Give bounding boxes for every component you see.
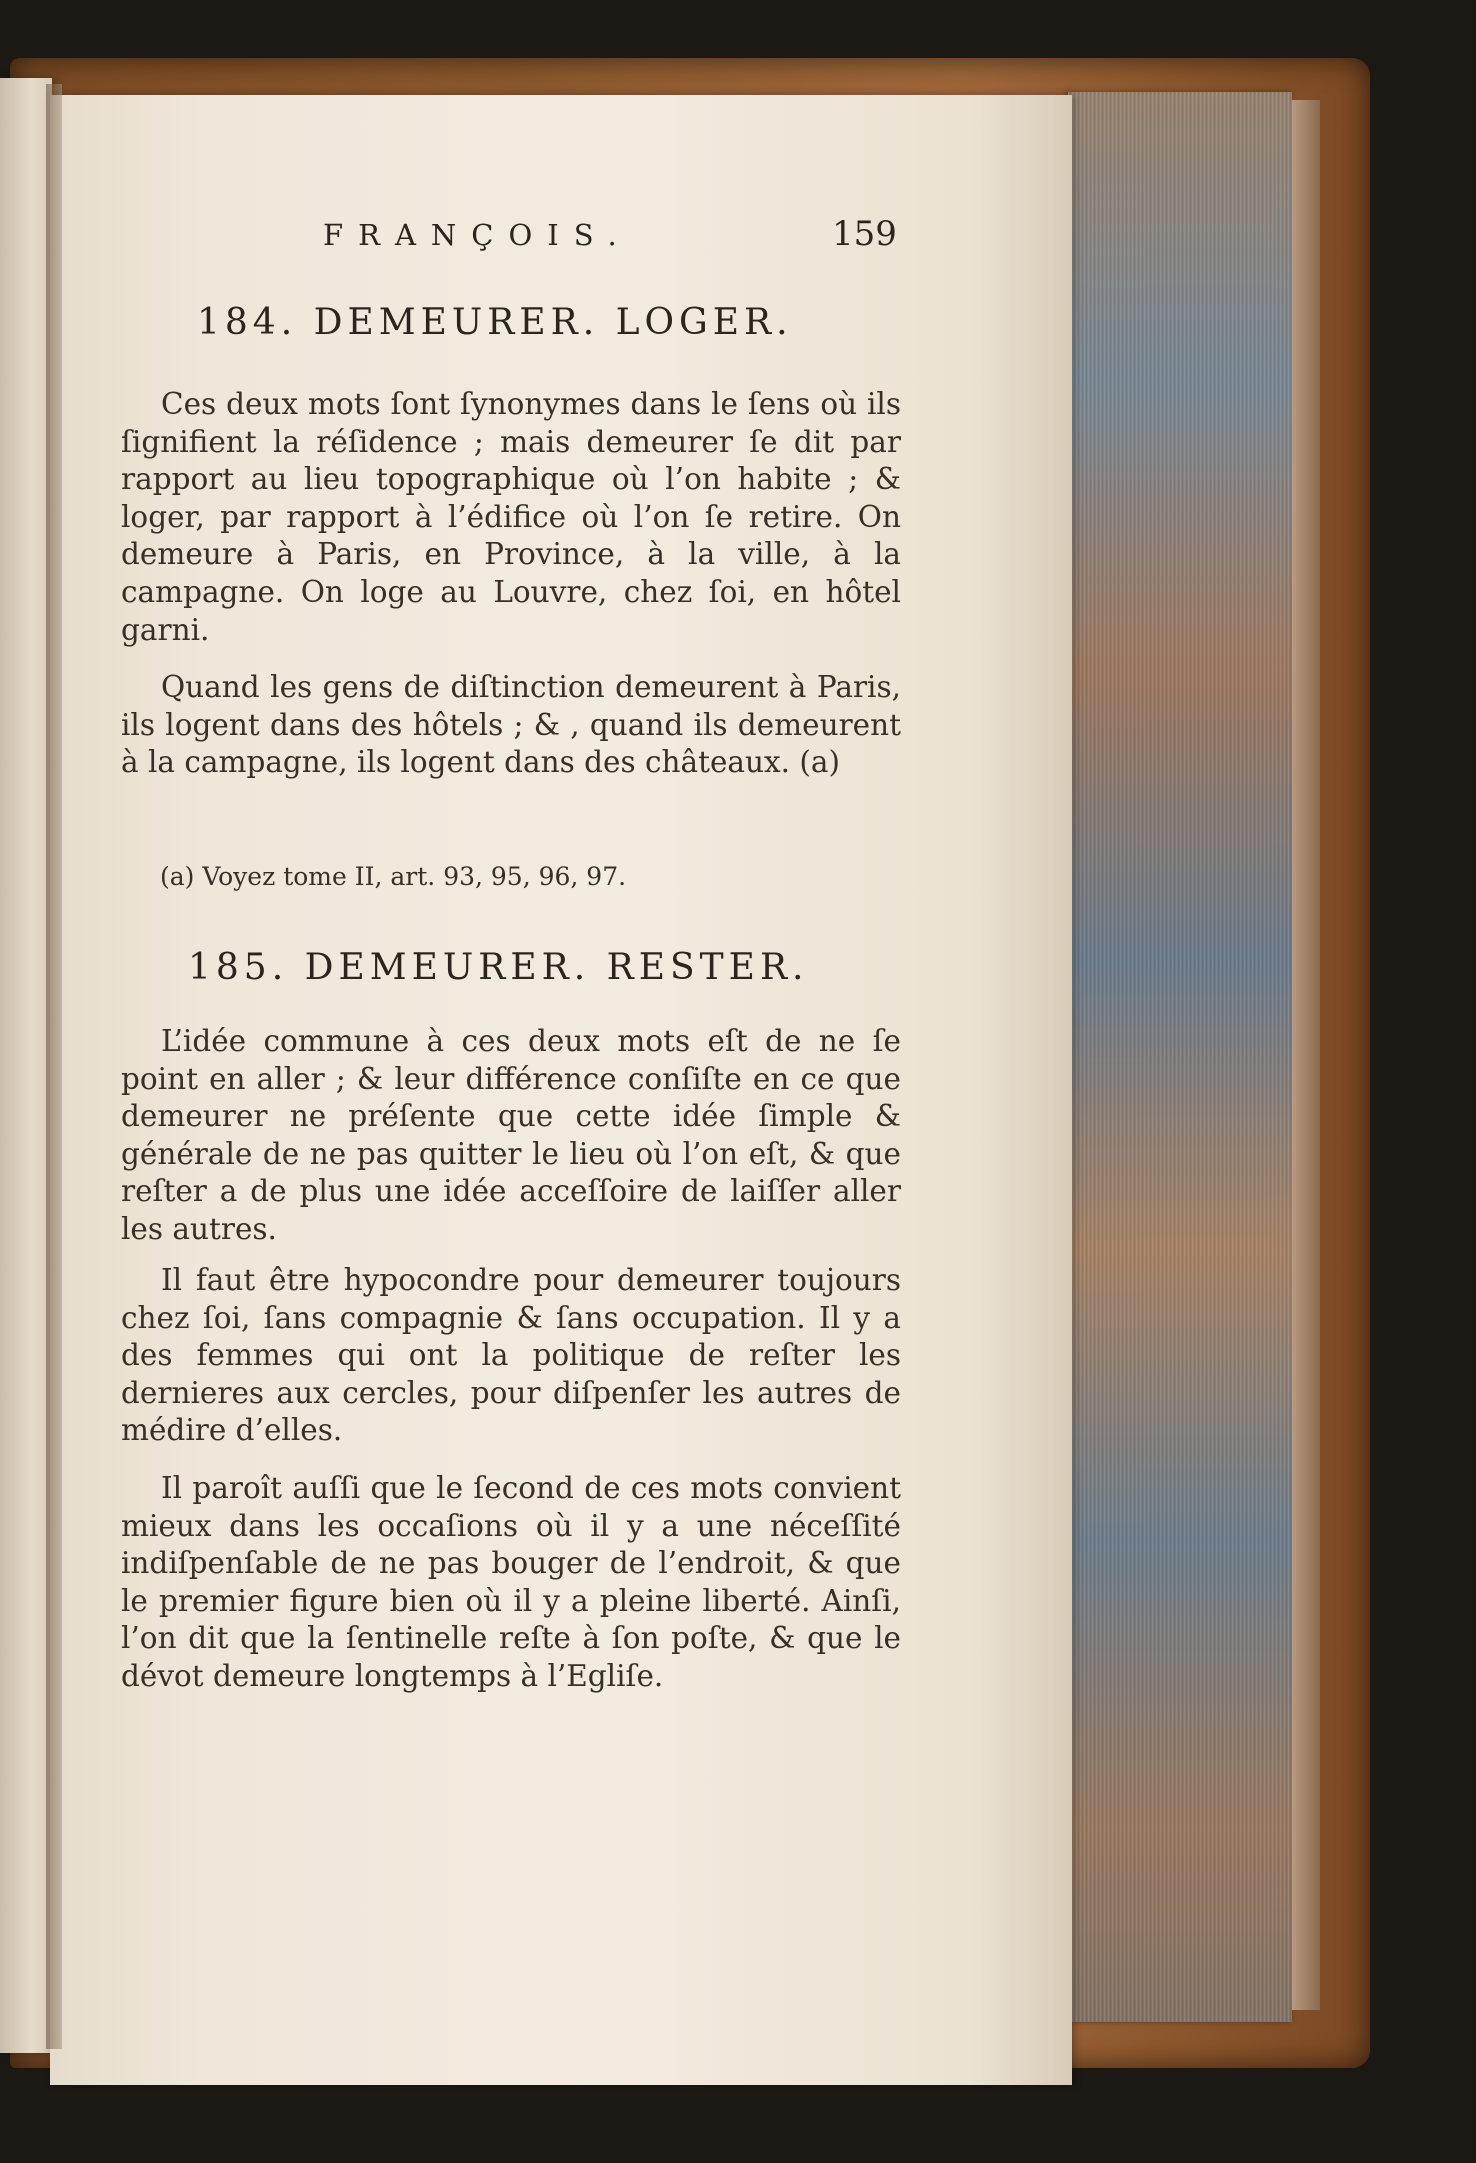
entry-185-paragraph-1: L’idée commune à ces deux mots eſt de ne ſe point en aller ; & leur différence conſiſte en ce que demeurer ne préſente que cette idée ſimple & générale de ne pas quitter le lieu où l’on eſt, & que reſter a de plus une idée acceſſoire de laiſſer aller les autres. — [121, 1024, 901, 1246]
book-gutter — [46, 84, 62, 2049]
running-head: FRANÇOIS. — [323, 218, 632, 252]
entry-184-paragraph-1: Ces deux mots ſont ſynonymes dans le ſens où ils ſignifient la réſidence ; mais demeurer ſe dit par rapport au lieu topographique où l’on habite ; & loger, par rapport à l’édifice où l’on ſe retire. On demeure à Paris, en Province, à la ville, à la campagne. On loge au Louvre, chez ſoi, en hôtel garni. — [121, 387, 901, 647]
entry-185-paragraph-3: Il paroît auſſi que le ſecond de ces mots convient mieux dans les occaſions où il y a une néceſſité indiſpenſable de ne pas bouger de l’endroit, & que le premier figure bien où il y a pleine liberté. Ainſi, l’on dit que la ſentinelle reſte à ſon poſte, & que le dévot demeure longtemps à l’Egliſe. — [121, 1471, 901, 1693]
marbled-page-edges — [1068, 92, 1292, 2022]
footnote: (a) Voyez tome II, art. 93, 95, 96, 97. — [160, 862, 627, 891]
cover-edge — [1292, 100, 1320, 2010]
entry-184-paragraph-2: Quand les gens de diſtinction demeurent à Paris, ils logent dans des hôtels ; & , quand ils demeurent à la campagne, ils logent dans des châteaux. (a) — [121, 670, 901, 780]
entry-heading-185: 185. DEMEURER. RESTER. — [188, 947, 809, 988]
page-number: 159 — [832, 214, 897, 254]
left-page-edge — [0, 78, 52, 2053]
entry-185-paragraph-2: Il faut être hypocondre pour demeurer toujours chez ſoi, ſans compagnie & ſans occupation. Il y a des femmes qui ont la politique de reſter les dernieres aux cercles, pour diſpenſer les autres de médire d’elles. — [121, 1263, 901, 1448]
entry-heading-184: 184. DEMEURER. LOGER. — [197, 302, 793, 343]
